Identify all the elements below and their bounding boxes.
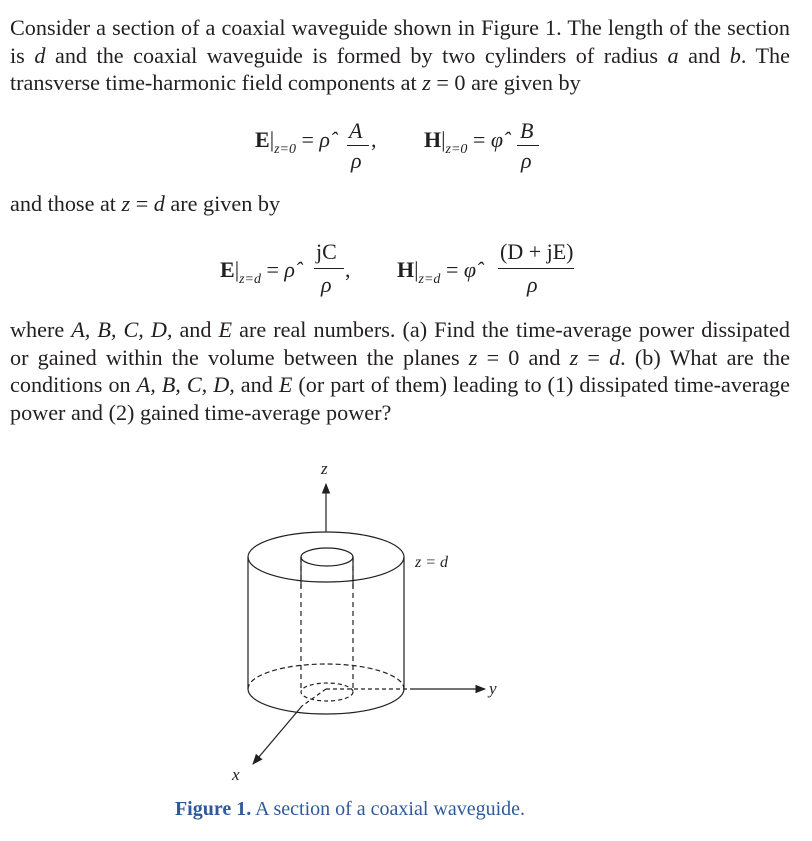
equation-e-z0-denominator: ρ xyxy=(351,148,362,173)
intro-paragraph: Consider a section of a coaxial waveguide shown in Figure 1. The length of the section is d and the coaxial waveguide is formed by two cylinders of radius a and b. The transverse time-harmonic field components at z = 0 are given by xyxy=(10,15,791,95)
equation-e-z0-numerator: A xyxy=(349,118,363,143)
inner-cylinder-bottom xyxy=(301,683,353,701)
equation-h-zd-numerator: (D + jE) xyxy=(500,239,574,264)
figure-caption-label: Figure 1. xyxy=(174,798,252,820)
z-axis-label: z xyxy=(321,459,328,478)
equation-h-z0: $H|_{z=0}$ = φ̂ xyxy=(424,127,504,157)
inner-cylinder-top xyxy=(301,548,353,566)
plane-z-d-label: z = d xyxy=(415,554,449,571)
equation-h-zd: $H|_{z=d}$ = φ̂ xyxy=(397,257,477,287)
equation-h-z0-numerator: B xyxy=(520,118,534,143)
figure-caption xyxy=(0,798,700,821)
equation-h-z0-denominator: ρ xyxy=(521,148,532,173)
figure-caption-text: A section of a coaxial waveguide. xyxy=(251,798,526,820)
equation-e-zd: $E|_{z=d}$ = ρ̂ xyxy=(220,257,295,287)
y-axis-label: y xyxy=(489,679,497,698)
equation-e-zd-comma: , xyxy=(345,257,351,282)
question-paragraph: where A, B, C, D, and E are real numbers. (a) Find the time-average power dissipated or gained within the volume between the planes z = 0 and z = d. (b) What are the conditions on A, B, C, D, and E (or part of them) leading to (1) dissipated time-average power and (2) gained time-average power? xyxy=(10,317,790,425)
x-axis-label: x xyxy=(232,765,240,784)
equation-e-zd-denominator: ρ xyxy=(321,272,332,297)
equation-e-z0-comma: , xyxy=(371,127,377,152)
x-axis xyxy=(253,706,302,764)
equation-e-zd-numerator: jC xyxy=(316,239,337,264)
equation-e-z0: $E|_{z=0}$ = ρ̂ xyxy=(255,127,330,157)
transition-paragraph: and those at z = d are given by xyxy=(10,191,281,216)
outer-cylinder-bottom-back xyxy=(248,664,404,689)
equation-h-zd-denominator: ρ xyxy=(527,272,538,297)
